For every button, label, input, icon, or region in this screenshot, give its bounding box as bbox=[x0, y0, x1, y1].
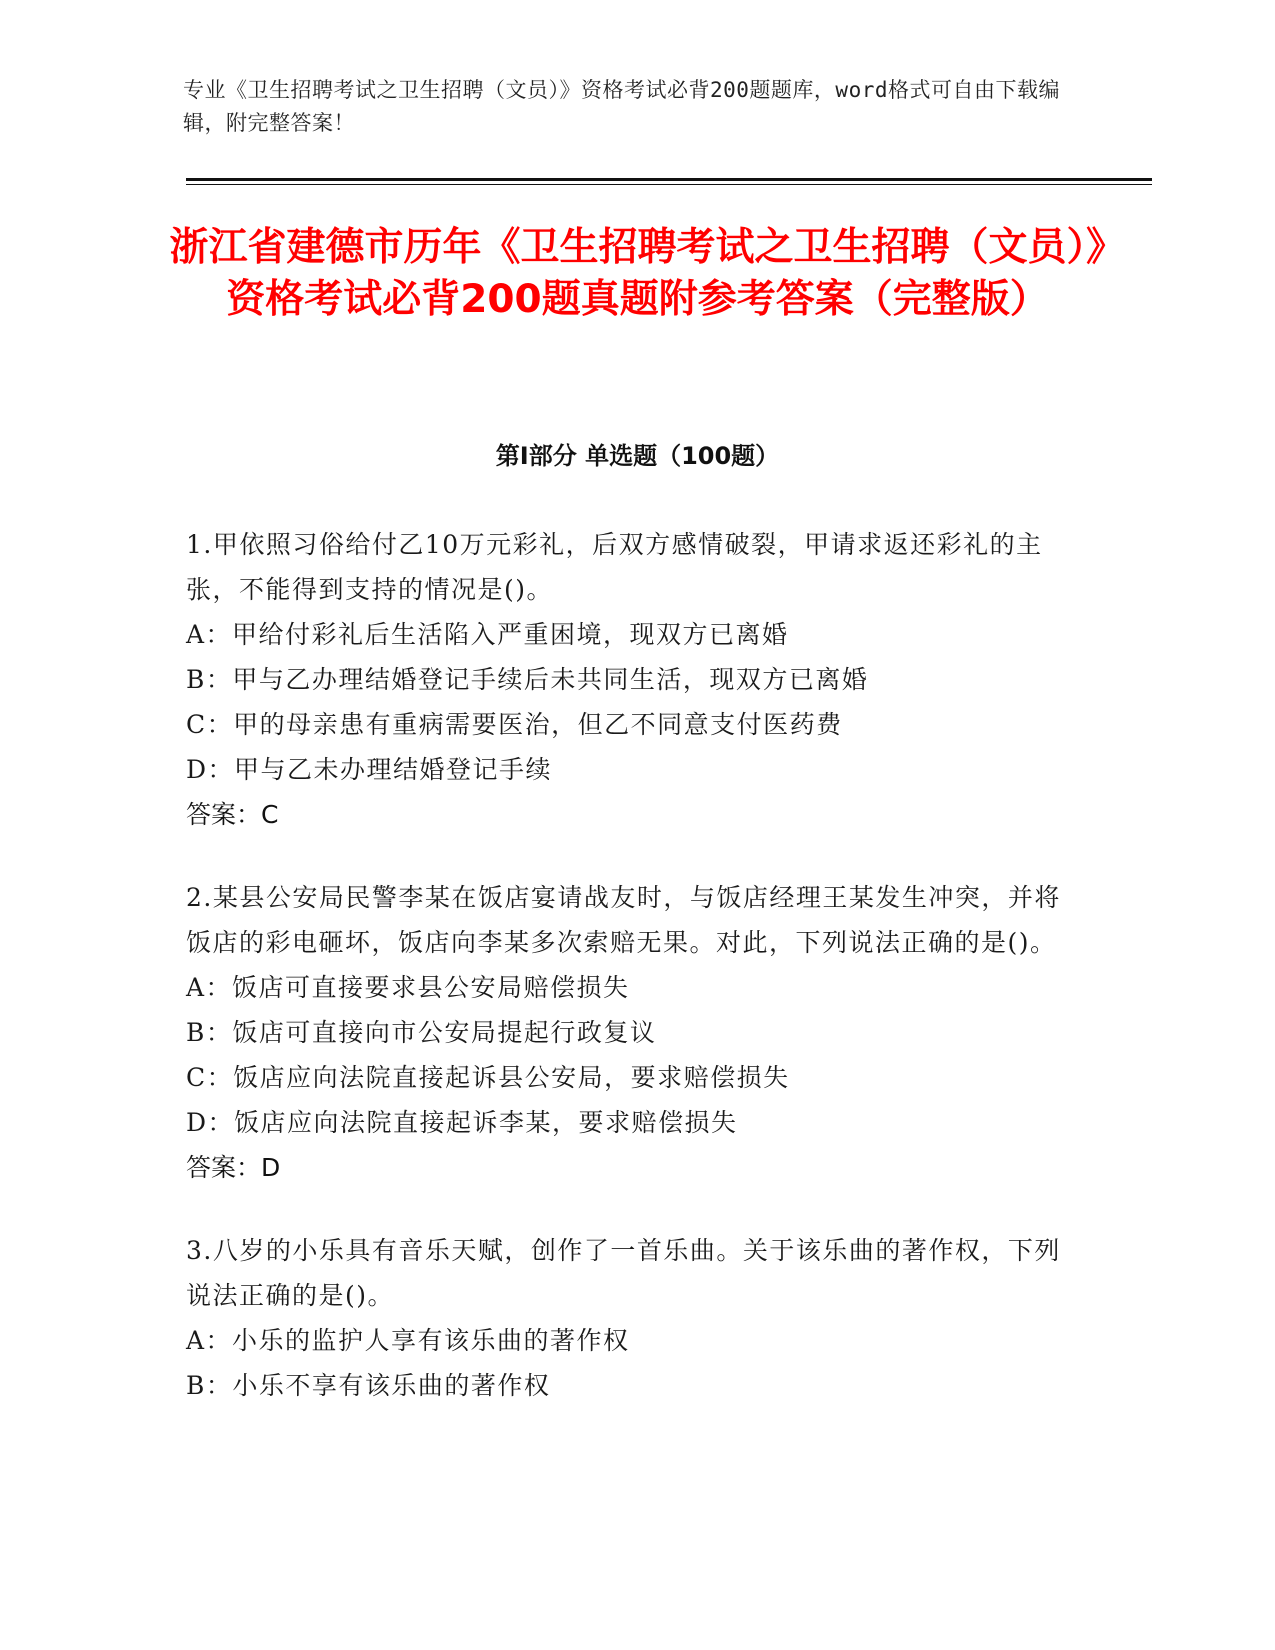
option-b: B：小乐不享有该乐曲的著作权 bbox=[186, 1371, 551, 1400]
question-1 bbox=[186, 522, 1076, 837]
question-2 bbox=[186, 875, 1076, 1190]
option-b: B：饭店可直接向市公安局提起行政复议 bbox=[186, 1018, 657, 1047]
option-a: A：饭店可直接要求县公安局赔偿损失 bbox=[186, 973, 630, 1002]
document-title: 浙江省建德市历年《卫生招聘考试之卫生招聘（文员）》资格考试必背200题真题附参考答案（完整版） bbox=[169, 225, 1106, 322]
option-a: A：甲给付彩礼后生活陷入严重困境，现双方已离婚 bbox=[186, 620, 789, 649]
header-divider-thin bbox=[186, 184, 1152, 185]
question-stem: 3.八岁的小乐具有音乐天赋，创作了一首乐曲。关于该乐曲的著作权，下列说法正确的是()。 bbox=[186, 1236, 1061, 1310]
question-3 bbox=[186, 1228, 1076, 1408]
answer: 答案：C bbox=[186, 800, 279, 829]
question-list bbox=[186, 522, 1076, 1446]
option-a: A：小乐的监护人享有该乐曲的著作权 bbox=[186, 1326, 630, 1355]
header-divider-thick bbox=[186, 178, 1152, 181]
section-title: 第Ⅰ部分 单选题（100题） bbox=[495, 442, 780, 470]
option-d: D：饭店应向法院直接起诉李某，要求赔偿损失 bbox=[186, 1108, 738, 1137]
option-c: C：甲的母亲患有重病需要医治，但乙不同意支付医药费 bbox=[186, 710, 843, 739]
answer: 答案：D bbox=[186, 1153, 281, 1182]
option-b: B：甲与乙办理结婚登记手续后未共同生活，现双方已离婚 bbox=[186, 665, 869, 694]
question-stem: 1.甲依照习俗给付乙10万元彩礼，后双方感情破裂，甲请求返还彩礼的主张，不能得到支持的情况是()。 bbox=[186, 530, 1043, 604]
option-d: D：甲与乙未办理结婚登记手续 bbox=[186, 755, 553, 784]
option-c: C：饭店应向法院直接起诉县公安局，要求赔偿损失 bbox=[186, 1063, 790, 1092]
header-note: 专业《卫生招聘考试之卫生招聘（文员）》资格考试必背200题题库，word格式可自由下载编辑，附完整答案！ bbox=[183, 78, 1060, 135]
question-stem: 2.某县公安局民警李某在饭店宴请战友时，与饭店经理王某发生冲突，并将饭店的彩电砸坏，饭店向李某多次索赔无果。对此，下列说法正确的是()。 bbox=[186, 883, 1061, 957]
